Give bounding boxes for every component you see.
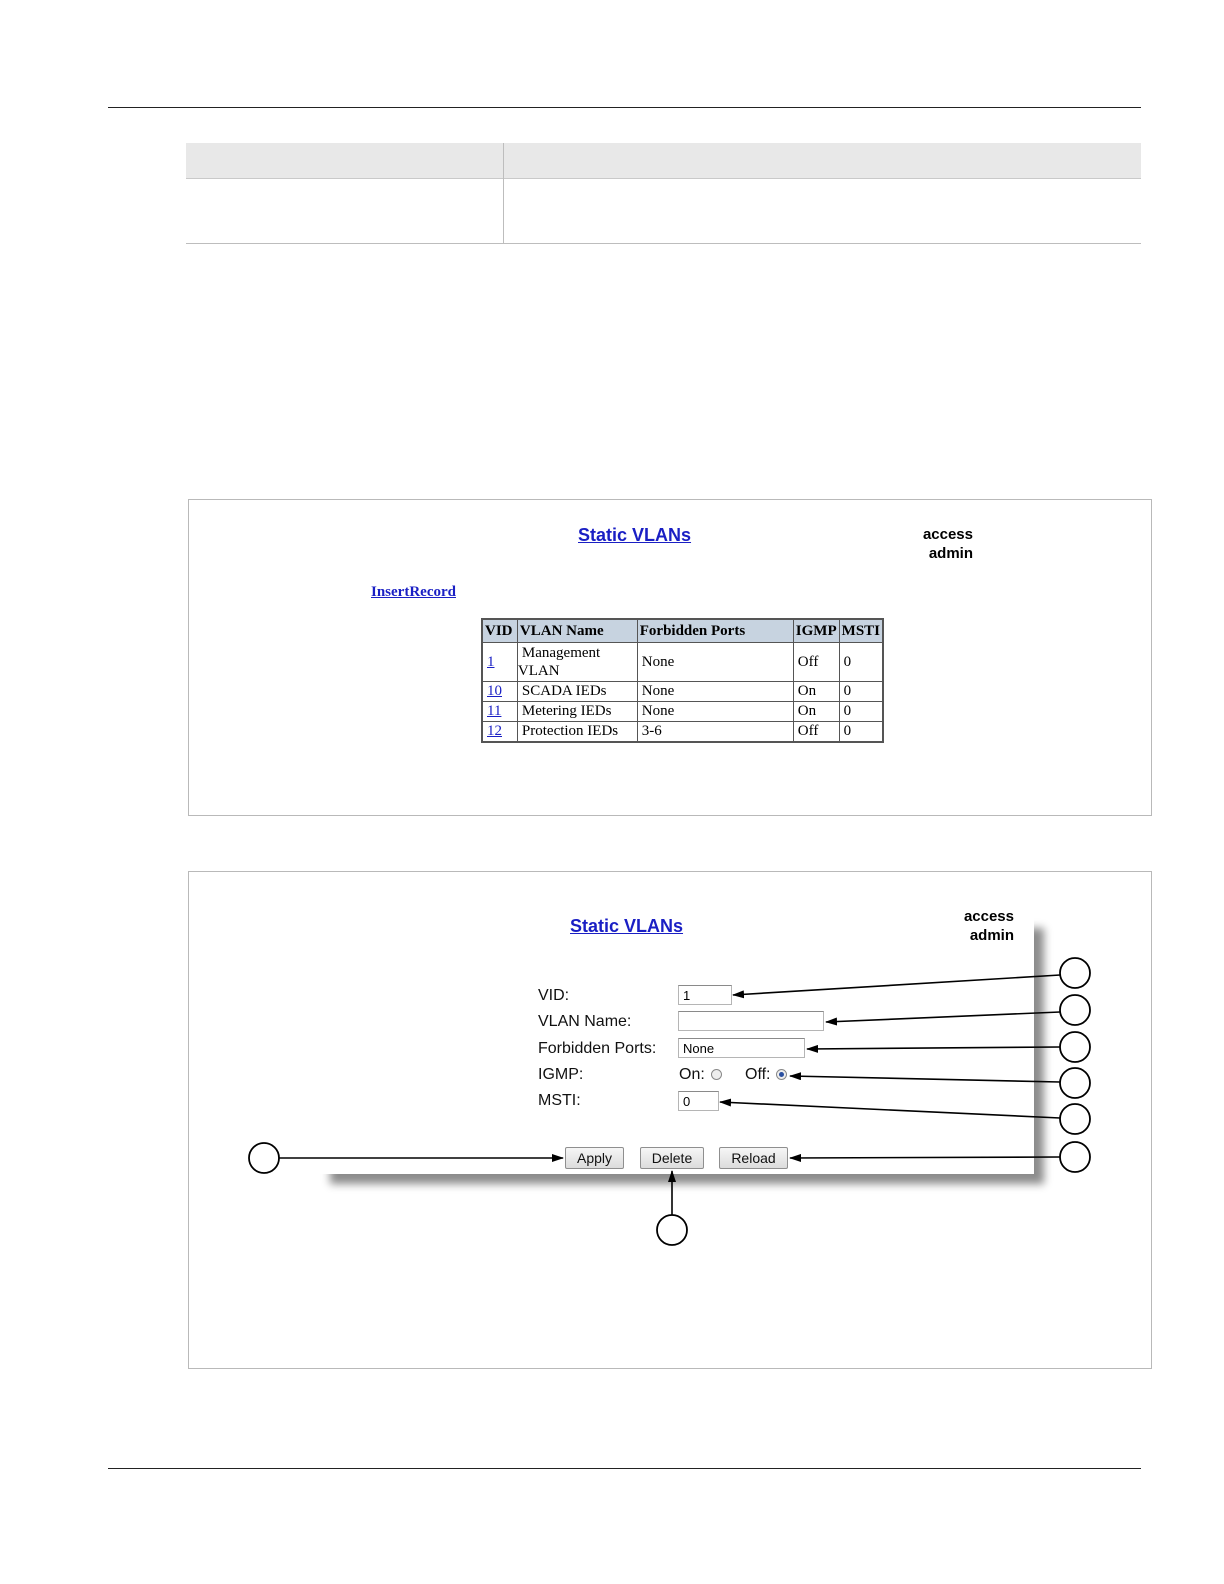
delete-button[interactable]: Delete (640, 1147, 704, 1169)
forbidden-ports-input[interactable]: None (678, 1038, 805, 1058)
access-user: admin (969, 927, 1014, 944)
msti-value: 0 (839, 643, 883, 682)
vlan-name: Protection IEDs (517, 722, 637, 743)
apply-button[interactable]: Apply (565, 1147, 624, 1169)
msti-value: 0 (839, 722, 883, 743)
callout-circle-8 (657, 1215, 687, 1245)
igmp-value: Off (793, 643, 839, 682)
insert-record-link[interactable]: InsertRecord (371, 584, 456, 600)
igmp-value: On (793, 682, 839, 702)
msti-value: 0 (839, 682, 883, 702)
vlan-name: Management (521, 645, 601, 661)
msti-value: 0 (839, 702, 883, 722)
igmp-value: Off (793, 722, 839, 743)
access-label: access (922, 526, 973, 543)
vlan-name: SCADA IEDs (517, 682, 637, 702)
access-user: admin (928, 545, 973, 562)
forbidden-ports: None (637, 643, 793, 682)
reload-button[interactable]: Reload (719, 1147, 788, 1169)
callout-circle-6 (1060, 1142, 1090, 1172)
forbidden-ports-label: Forbidden Ports: (538, 1040, 657, 1057)
forbidden-ports: 3-6 (637, 722, 793, 743)
vlan-name-label: VLAN Name: (538, 1013, 632, 1030)
callout-line-vlan-name (826, 1012, 1060, 1022)
callout-line-vid (733, 975, 1060, 995)
callout-circle-2 (1060, 995, 1090, 1025)
callout-line-reload (790, 1157, 1060, 1158)
callout-circle-4 (1060, 1068, 1090, 1098)
vlan-name-cont: VLAN (517, 663, 560, 679)
vid-link[interactable]: 10 (487, 683, 502, 699)
igmp-on-label: On: (679, 1066, 705, 1083)
forbidden-ports: None (637, 682, 793, 702)
callout-circle-7 (249, 1143, 279, 1173)
access-label: access (963, 908, 1014, 925)
callout-line-igmp (790, 1076, 1060, 1082)
vid-link[interactable]: 1 (487, 653, 495, 670)
vid-link[interactable]: 11 (487, 703, 502, 719)
callout-circle-1 (1060, 958, 1090, 988)
vid-link[interactable]: 12 (487, 723, 502, 739)
col-msti: MSTI (839, 619, 883, 643)
col-forbidden-ports: Forbidden Ports (637, 619, 793, 643)
callout-circle-5 (1060, 1104, 1090, 1134)
col-vlan-name: VLAN Name (517, 619, 637, 643)
static-vlans-title-link[interactable]: Static VLANs (578, 525, 692, 545)
callout-circle-3 (1060, 1032, 1090, 1062)
msti-input[interactable]: 0 (678, 1091, 719, 1111)
callout-line-forbidden-ports (807, 1047, 1060, 1049)
callout-line-msti (720, 1102, 1060, 1118)
vlan-name: Metering IEDs (517, 702, 637, 722)
col-vid: VID (482, 619, 517, 643)
igmp-label: IGMP: (538, 1066, 584, 1083)
igmp-value: On (793, 702, 839, 722)
forbidden-ports: None (637, 702, 793, 722)
vid-input[interactable]: 1 (678, 985, 732, 1005)
msti-label: MSTI: (538, 1092, 581, 1109)
igmp-off-label: Off: (745, 1066, 771, 1083)
vid-label: VID: (538, 987, 570, 1004)
static-vlans-form-title-link[interactable]: Static VLANs (570, 916, 684, 936)
col-igmp: IGMP (793, 619, 839, 643)
